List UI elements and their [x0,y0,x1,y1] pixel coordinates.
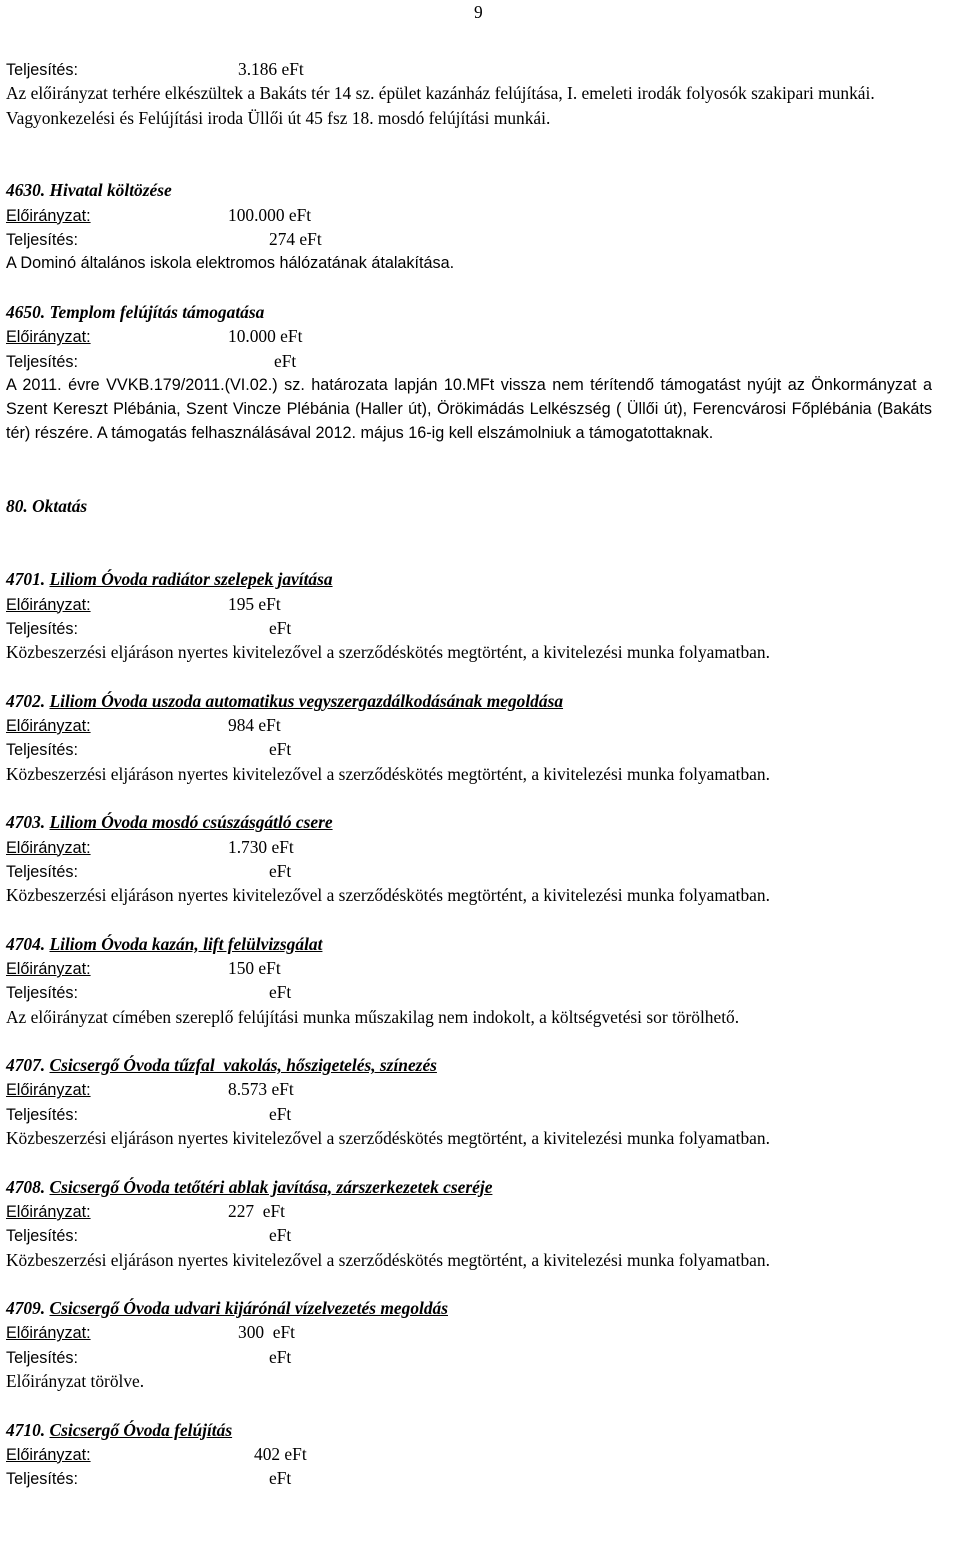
teljesites-value: eFt [269,739,292,760]
teljesites-line [6,616,932,640]
teljesites-line [6,1223,932,1247]
item-heading [6,567,932,591]
eloiranyzat-label: Előirányzat: [6,328,91,347]
item-number: 4701. [6,569,46,590]
item-title: Templom felújítás támogatása [49,301,265,322]
eloiranyzat-line [6,1199,932,1223]
eloiranyzat-value: 100.000 eFt [228,204,312,225]
item-number: 4710. [6,1419,46,1440]
teljesites-value: eFt [274,350,297,371]
eloiranyzat-value: 195 eFt [228,593,281,614]
eloiranyzat-value: 227 eFt [228,1200,286,1221]
eloiranyzat-label: Előirányzat: [6,1445,91,1464]
eloiranyzat-line [6,956,932,980]
eloiranyzat-label: Előirányzat: [6,1081,91,1100]
section-number: 80. [6,496,28,517]
eloiranyzat-label: Előirányzat: [6,206,91,225]
teljesites-line [6,349,932,373]
item-note: A Dominó általános iskola elektromos hálózatának átalakítása. [6,254,455,273]
item-note: Az előirányzat címében szereplő felújítási munka műszakilag nem indokolt, a költségvetési sor törölhető. [6,1006,740,1027]
eloiranyzat-line [6,1320,932,1344]
section-heading [6,494,932,518]
teljesites-label: Teljesítés: [6,61,78,79]
item-note: A 2011. évre VVKB.179/2011.(VI.02.) sz. határozata lapján 10.MFt vissza nem térítendő támogatást nyújt az Önkormányzat a Szent Kereszt Plébánia, Szent Vincze Plébánia (Haller út), Örökimádás Lelkészség ( Üllői út), Ferencvárosi Főplébánia (Bakáts tér) részére. A támogatás felhasználásával 2012. május 16-ig kell elszámolniuk a támogatottaknak. [6,375,932,443]
item-note: Közbeszerzési eljáráson nyertes kivitelezővel a szerződéskötés megtörtént, a kivitelezési munka folyamatban. [6,1128,770,1149]
eloiranyzat-line [6,835,932,859]
teljesites-label: Teljesítés: [6,984,78,1003]
item-number: 4702. [6,690,46,711]
item-number: 4709. [6,1298,46,1319]
item-title: Csicsergő Óvoda tetőtéri ablak javítása, zárszerkezetek cseréje [49,1176,493,1197]
item-number: 4707. [6,1055,46,1076]
item-title: Csicsergő Óvoda udvari kijárónál vízelvezetés megoldás [49,1298,448,1319]
intro-paragraph: Vagyonkezelési és Felújítási iroda Üllői út 45 fsz 18. mosdó felújítási munkái. [6,107,551,128]
eloiranyzat-value: 10.000 eFt [228,326,303,347]
teljesites-value: eFt [269,1346,292,1367]
item-number: 4704. [6,933,46,954]
item-heading [6,300,932,324]
item-heading [6,1296,932,1320]
teljesites-value: 274 eFt [269,229,322,250]
document-body [6,57,932,1491]
eloiranyzat-line [6,1077,932,1101]
eloiranyzat-value: 1.730 eFt [228,836,294,857]
item-note: Közbeszerzési eljáráson nyertes kivitelezővel a szerződéskötés megtörtént, a kivitelezési munka folyamatban. [6,1249,770,1270]
item-number: 4650. [6,301,46,322]
item-heading [6,178,932,202]
teljesites-label: Teljesítés: [6,862,78,881]
eloiranyzat-value: 300 eFt [238,1322,296,1343]
eloiranyzat-line [6,713,932,737]
teljesites-line [6,859,932,883]
teljesites-label: Teljesítés: [6,1470,78,1489]
item-heading [6,1418,932,1442]
teljesites-label: Teljesítés: [6,619,78,638]
teljesites-line [6,227,932,251]
eloiranyzat-line [6,324,932,348]
item-title: Liliom Óvoda mosdó csúszásgátló csere [49,812,333,833]
eloiranyzat-label: Előirányzat: [6,838,91,857]
item-note: Közbeszerzési eljáráson nyertes kivitelezővel a szerződéskötés megtörtént, a kivitelezési munka folyamatban. [6,763,770,784]
section-title: Oktatás [32,496,88,517]
eloiranyzat-line [6,1442,932,1466]
teljesites-label: Teljesítés: [6,1227,78,1246]
eloiranyzat-value: 984 eFt [228,715,281,736]
teljesites-line [6,980,932,1004]
eloiranyzat-label: Előirányzat: [6,717,91,736]
eloiranyzat-value: 150 eFt [228,957,281,978]
item-heading [6,810,932,834]
item-title: Liliom Óvoda uszoda automatikus vegyszergazdálkodásának megoldása [49,690,564,711]
intro-teljesites-line [6,57,932,81]
item-heading [6,1053,932,1077]
teljesites-label: Teljesítés: [6,352,78,371]
eloiranyzat-value: 8.573 eFt [228,1079,294,1100]
item-number: 4630. [6,180,46,201]
eloiranyzat-label: Előirányzat: [6,1202,91,1221]
teljesites-label: Teljesítés: [6,231,78,250]
eloiranyzat-line [6,592,932,616]
teljesites-line [6,1466,932,1490]
teljesites-label: Teljesítés: [6,1348,78,1367]
teljesites-value: 3.186 eFt [238,59,304,79]
teljesites-value: eFt [269,1225,292,1246]
teljesites-value: eFt [269,1103,292,1124]
eloiranyzat-label: Előirányzat: [6,1324,91,1343]
intro-paragraph: Az előirányzat terhére elkészültek a Bakáts tér 14 sz. épület kazánház felújítása, I. emeleti irodák folyosók szakipari munkái. [6,83,875,104]
item-number: 4703. [6,812,46,833]
teljesites-value: eFt [269,860,292,881]
eloiranyzat-label: Előirányzat: [6,595,91,614]
item-title: Csicsergő Óvoda tűzfal vakolás, hőszigetelés, színezés [49,1055,437,1076]
item-note: Előirányzat törölve. [6,1371,145,1392]
teljesites-line [6,1102,932,1126]
item-heading [6,689,932,713]
item-number: 4708. [6,1176,46,1197]
eloiranyzat-value: 402 eFt [254,1443,307,1464]
item-note: Közbeszerzési eljáráson nyertes kivitelezővel a szerződéskötés megtörtént, a kivitelezési munka folyamatban. [6,642,770,663]
teljesites-value: eFt [269,1468,292,1489]
eloiranyzat-line [6,203,932,227]
teljesites-line [6,737,932,761]
item-note: Közbeszerzési eljáráson nyertes kivitelezővel a szerződéskötés megtörtént, a kivitelezési munka folyamatban. [6,885,770,906]
teljesites-label: Teljesítés: [6,1105,78,1124]
item-title: Csicsergő Óvoda felújítás [49,1419,233,1440]
teljesites-line [6,1345,932,1369]
item-heading [6,1175,932,1199]
item-title: Liliom Óvoda kazán, lift felülvizsgálat [49,933,323,954]
teljesites-value: eFt [269,982,292,1003]
teljesites-value: eFt [269,617,292,638]
item-title: Hivatal költözése [49,180,172,201]
item-heading [6,932,932,956]
eloiranyzat-label: Előirányzat: [6,959,91,978]
teljesites-label: Teljesítés: [6,741,78,760]
item-title: Liliom Óvoda radiátor szelepek javítása [49,569,333,590]
page-number: 9 [474,2,483,22]
